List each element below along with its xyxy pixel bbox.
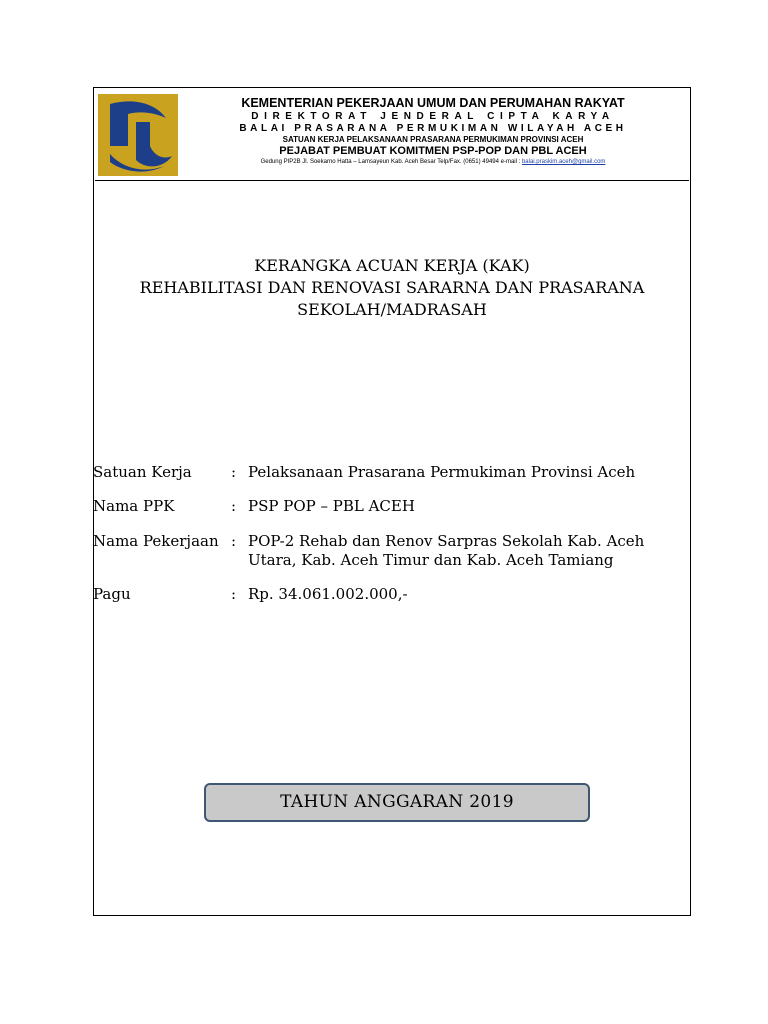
satker-name: SATUAN KERJA PELAKSANAAN PRASARANA PERMUKIMAN PROVINSI ACEH [282, 135, 584, 144]
info-label: Nama PPK [93, 497, 175, 515]
address-line [181, 158, 685, 166]
info-colon: : [231, 463, 237, 481]
info-value: Pelaksanaan Prasarana Permukiman Provinsi Aceh [248, 463, 636, 481]
directorate-name: DIREKTORAT JENDERAL CIPTA KARYA [251, 111, 615, 122]
ppk-name: PEJABAT PEMBUAT KOMITMEN PSP-POP DAN PBL ACEH [279, 145, 587, 157]
info-value: PSP POP – PBL ACEH [248, 497, 415, 515]
title-line-3: SEKOLAH/MADRASAH [297, 300, 487, 319]
ministry-name: KEMENTERIAN PEKERJAAN UMUM DAN PERUMAHAN RAKYAT [241, 96, 625, 110]
letterhead-text [181, 96, 685, 166]
info-value: Rp. 34.061.002.000,- [248, 585, 408, 603]
title-line-2: REHABILITASI DAN RENOVASI SARARNA DAN PRASARANA [139, 278, 645, 297]
balai-name: BALAI PRASARANA PERMUKIMAN WILAYAH ACEH [239, 123, 627, 134]
info-value-line-1: POP-2 Rehab dan Renov Sarpras Sekolah Kab. Aceh [248, 532, 645, 550]
info-label: Satuan Kerja [93, 463, 192, 481]
title-line-1: KERANGKA ACUAN KERJA (KAK) [254, 256, 530, 275]
address-text: Gedung PIP2B Jl. Soekarno Hatta – Lamsayeun Kab. Aceh Besar Telp/Fax. (0651) 49494 e-mail : [260, 159, 522, 165]
info-colon: : [231, 497, 237, 515]
info-colon: : [231, 585, 237, 603]
pu-logo-icon [98, 94, 178, 176]
info-value-line-2: Utara, Kab. Aceh Timur dan Kab. Aceh Tamiang [248, 551, 614, 569]
info-label: Nama Pekerjaan [93, 532, 219, 550]
fiscal-year-box: TAHUN ANGGARAN 2019 [204, 783, 590, 822]
document-title [95, 255, 689, 321]
info-colon: : [231, 532, 237, 550]
info-label: Pagu [93, 585, 131, 603]
letterhead [95, 89, 689, 181]
email-link[interactable]: balai.praskim.aceh@gmail.com [521, 159, 606, 165]
